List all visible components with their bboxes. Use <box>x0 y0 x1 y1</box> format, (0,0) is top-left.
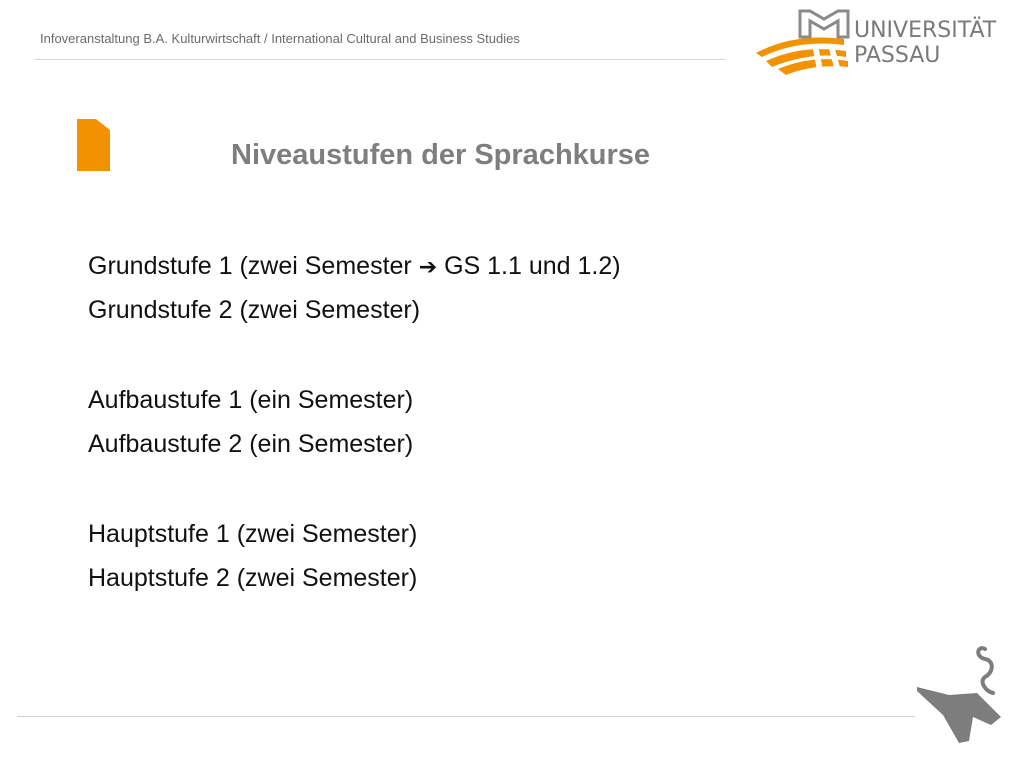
list-item: Aufbaustufe 2 (ein Semester) <box>88 430 414 458</box>
level-list <box>88 248 621 604</box>
list-item-text: GS 1.1 und 1.2) <box>437 252 621 280</box>
list-item: Hauptstufe 2 (zwei Semester) <box>88 564 418 592</box>
list-item-text: Grundstufe 1 (zwei Semester <box>88 252 419 280</box>
title-marker-icon <box>76 118 112 174</box>
logo-wordmark <box>854 18 996 68</box>
footer-divider <box>17 716 915 717</box>
list-item <box>88 248 621 292</box>
mascot-icon <box>915 643 1007 747</box>
list-item: Hauptstufe 1 (zwei Semester) <box>88 520 418 548</box>
slide-title: Niveaustufen der Sprachkurse <box>231 139 651 171</box>
university-logo <box>752 5 1012 77</box>
arrow-right-icon: ➔ <box>418 255 438 280</box>
list-item: Grundstufe 2 (zwei Semester) <box>88 296 421 324</box>
list-item: Aufbaustufe 1 (ein Semester) <box>88 386 414 414</box>
header-title: Infoveranstaltung B.A. Kulturwirtschaft / International Cultural and Business Studies <box>40 31 520 46</box>
header-divider <box>34 59 726 60</box>
logo-line2: PASSAU <box>854 43 941 68</box>
logo-line1: UNIVERSITÄT <box>854 18 997 43</box>
passau-logo-icon <box>752 5 856 77</box>
